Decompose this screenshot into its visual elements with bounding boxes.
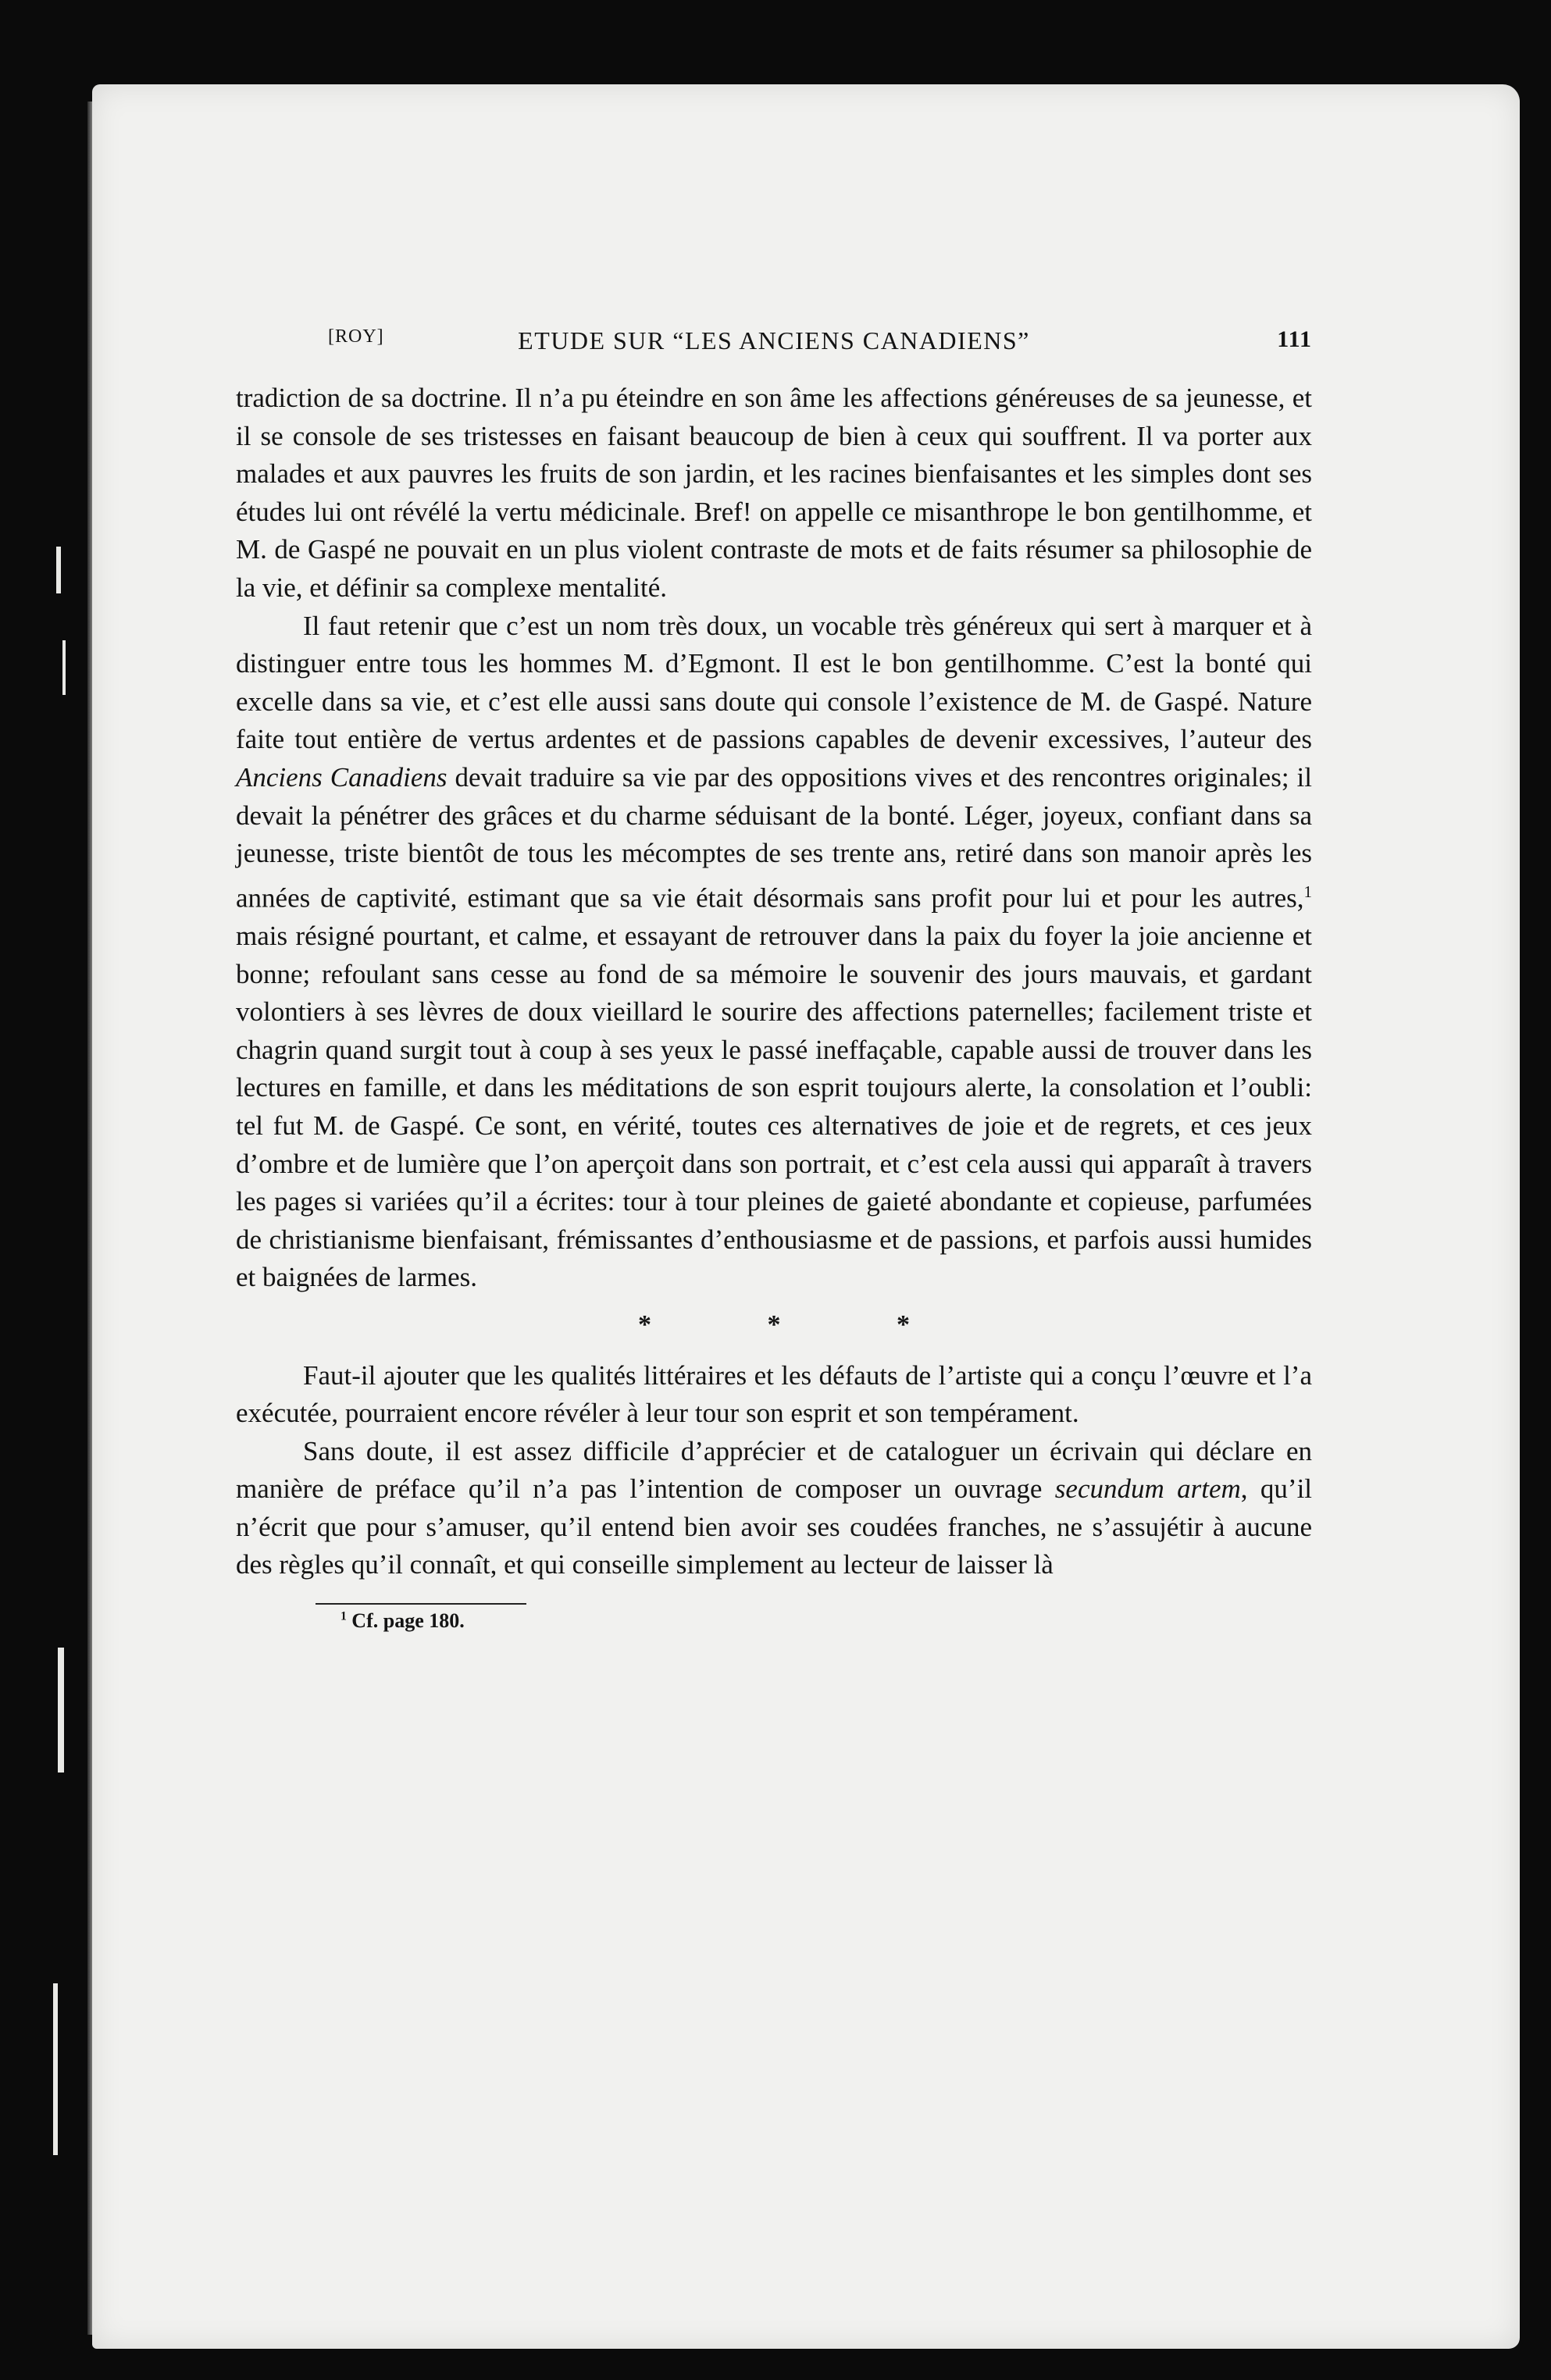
footnote-rule xyxy=(316,1603,526,1605)
paragraph-4-part-2: , qu’il n’écrit que pour s’amuser, qu’il entend bien avoir ses coudées franches, ne s’assujétir à aucune des règles qu’il connaît, et qui conseille simplement au lecteur de laisser là xyxy=(236,1473,1313,1580)
binding-marks xyxy=(45,515,77,2155)
footnote-text: Cf. page 180. xyxy=(351,1609,465,1633)
paragraph-1: tradiction de sa doctrine. Il n’a pu éteindre en son âme les affections généreuses de sa jeunesse, et il se console de ses tristesses en faisant beaucoup de bien à ceux qui souffrent. Il va porter aux malades et aux pauvres les fruits de son jardin, et les racines bienfaisantes et les simples dont ses études lui ont révélé la vertu médicinale. Bref! on appelle ce misanthrope le bon gentilhomme, et M. de Gaspé ne pouvait en un plus violent contraste de mots et de faits résumer sa philosophie de la vie, et définir sa complexe mentalité. xyxy=(236,383,1312,603)
paragraph-2 xyxy=(236,607,1312,1297)
section-separator: * * * xyxy=(638,1309,964,1339)
body-text xyxy=(236,379,1312,1584)
page-text xyxy=(236,326,1312,1633)
binding-mark xyxy=(62,640,66,695)
running-head-author: [ROY] xyxy=(328,326,384,347)
paragraph-3: Faut-il ajouter que les qualités littéraires et les défauts de l’artiste qui a conçu l’œuvre et l’a exécutée, pourraient encore révéler à leur tour son esprit et son tempérament. xyxy=(236,1359,1312,1429)
footnote-marker: 1 xyxy=(341,1609,347,1623)
footnote-ref: 1 xyxy=(1303,882,1312,901)
binding-mark xyxy=(56,547,61,593)
latin-phrase-italic: secundum artem xyxy=(1054,1473,1241,1505)
paragraph-4-part-1: Sans doute, il est assez difficile d’apprécier et de cataloguer un écrivain qui déclare en manière de préface qu’il n’a pas l’intention de composer un ouvrage xyxy=(236,1435,1312,1505)
page-number: 111 xyxy=(1277,326,1312,352)
running-head xyxy=(236,326,1312,373)
footnote xyxy=(341,1609,1312,1633)
paragraph-4 xyxy=(236,1433,1312,1584)
paragraph-2-part-1: Il faut retenir que c’est un nom très doux, un vocable très généreux qui sert à marquer et à distinguer entre tous les hommes M. d’Egmont. Il est le bon gentilhomme. C’est la bonté qui excelle dans sa vie, et c’est elle aussi sans doute qui console l’existence de M. de Gaspé. Nature faite tout entière de vertus ardentes et de passions capables de devenir excessives, l’auteur des xyxy=(236,610,1312,755)
paragraph-2-part-2: devait traduire sa vie par des oppositions vives et des rencontres originales; il devait la pénétrer des grâces et du charme séduisant de la bonté. Léger, joyeux, confiant dans sa jeunesse, triste bientôt de tous les mécomptes de ses trente ans, retiré dans son manoir après les années de captivité, estimant que sa vie était désormais sans profit pour lui et pour les autres, xyxy=(236,761,1312,914)
paragraph-2-part-3: mais résigné pourtant, et calme, et essayant de retrouver dans la paix du foyer la joie ancienne et bonne; refoulant sans cesse au fond de sa mémoire le souvenir des jours mauvais, et gardant volontiers à ses lèvres de doux vieillard le sourire des affections paternelles; facilement triste et chagrin quand surgit tout à coup à ses yeux le passé ineffaçable, capable aussi de trouver dans les lectures en famille, et dans les méditations de son esprit toujours alerte, la consolation et l’oubli: tel fut M. de Gaspé. Ce sont, en vérité, toutes ces alternatives de joie et de regrets, et ces jeux d’ombre et de lumière que l’on aperçoit dans son portrait, et c’est cela aussi qui apparaît à travers les pages si variées qu’il a écrites: tour à tour pleines de gaieté abondante et copieuse, parfumées de christianisme bienfaisant, frémissantes d’enthousiasme et de passions, et parfois aussi humides et baignées de larmes. xyxy=(236,920,1312,1293)
binding-mark xyxy=(53,1983,58,2155)
binding-mark xyxy=(58,1648,64,1773)
running-head-title: ETUDE SUR “LES ANCIENS CANADIENS” xyxy=(518,326,1030,355)
book-title-italic: Anciens Canadiens xyxy=(236,761,447,793)
